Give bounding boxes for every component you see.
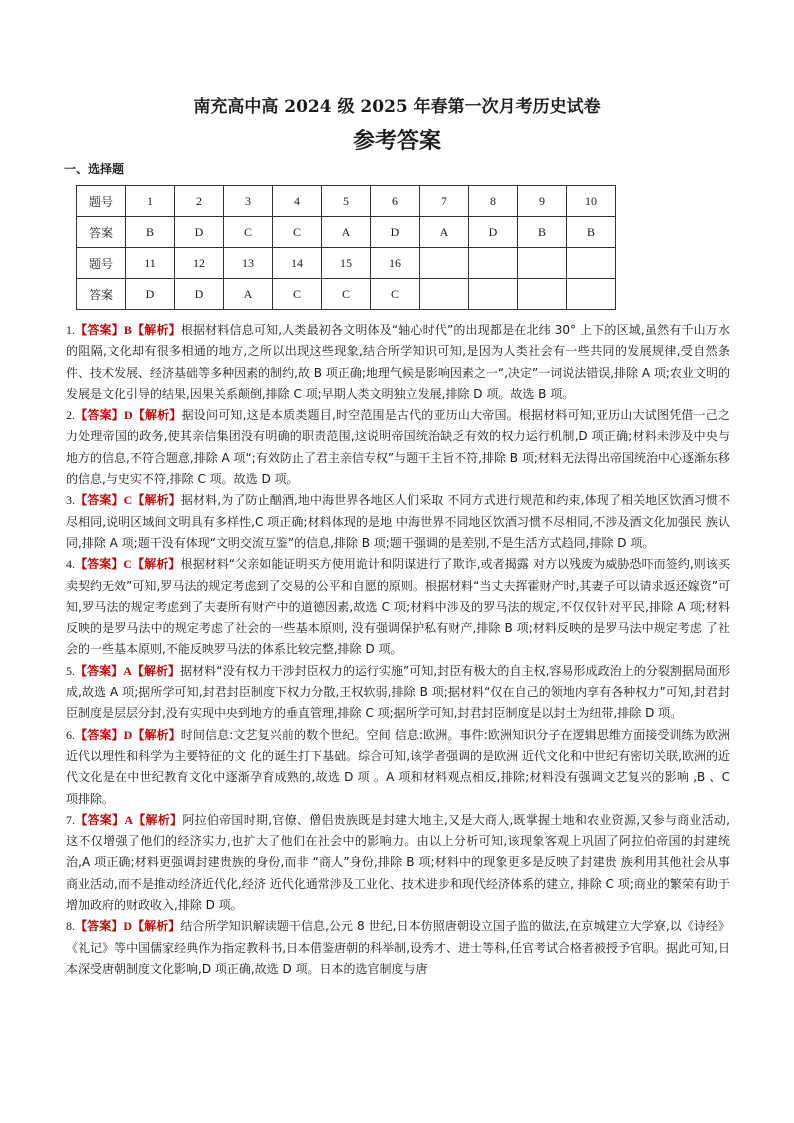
answer-tag: 【答案】: [75, 493, 124, 508]
table-cell: 5: [322, 186, 371, 217]
item-number: 1.: [66, 323, 75, 337]
table-cell: 8: [469, 186, 518, 217]
row-label: 答案: [77, 217, 126, 248]
table-cell: 2: [175, 186, 224, 217]
analysis-tag: 【解析】: [132, 408, 182, 423]
answer-tag: 【答案】: [75, 727, 124, 742]
item-number: 8.: [66, 919, 75, 934]
list-item: [66, 725, 730, 810]
table-cell: A: [224, 279, 273, 310]
analysis-text: 阿拉伯帝国时期,官僚、僧侣贵族既是封建大地主,又是大商人,既掌握土地和农业资源,又参与商业活动, 这不仅增强了他们的经济实力,也扩大了他们在社会中的影响力。由以上分析可知,该现象客观上巩固了阿拉伯帝国的封建统治,A 项正确;材料更强调封建贵族的身份,而非 “商人”身份,排除 B 项;材料中的现象更多是反映了封建贵 族利用其他社会从事商业活动,而不是推动经济近代化,经济 近代化通常涉及工业化、技术进步和现代经济体系的建立, 排除 C 项;商业的繁荣有助于增加政府的财政收入,排除 D 项。: [66, 812, 730, 913]
answer-table: [76, 185, 616, 310]
list-item: [66, 916, 730, 980]
analysis-tag: 【解析】: [132, 557, 181, 572]
answer-tag: 【答案】: [75, 919, 124, 934]
item-number: 3.: [66, 493, 75, 508]
list-item: [66, 661, 730, 725]
page-title: 南充高中高 2024 级 2025 年春第一次月考历史试卷: [193, 97, 601, 117]
analysis-tag: 【解析】: [132, 727, 181, 742]
table-cell: B: [518, 217, 567, 248]
section-heading: 一、选择题: [64, 162, 125, 176]
table-row: [77, 248, 616, 279]
table-row: [77, 279, 616, 310]
table-cell: C: [273, 279, 322, 310]
table-cell: [420, 248, 469, 279]
answer-explanations: [66, 320, 730, 980]
table-cell: C: [371, 279, 420, 310]
table-row: [77, 186, 616, 217]
table-cell: [420, 279, 469, 310]
analysis-tag: 【解析】: [131, 663, 181, 678]
answer-tag: 【答案】: [75, 812, 125, 827]
page-subtitle: 参考答案: [352, 128, 441, 154]
table-cell: C: [224, 217, 273, 248]
table-cell: [567, 248, 616, 279]
table-cell: 7: [420, 186, 469, 217]
answer-letter: D: [123, 919, 132, 934]
table-cell: 6: [371, 186, 420, 217]
analysis-text: 结合所学知识解读题干信息,公元 8 世纪,日本仿照唐朝设立国子监的做法,在京城建立大学寮,以《诗经》《礼记》等中国儒家经典作为指定教科书,日本借鉴唐朝的科举制,设秀才、进士等科,任官考试合格者被授予官职。据此可知,日本深受唐朝制度文化影响,D 项正确,故选 D 项。日本的选官制度与唐: [66, 919, 730, 976]
table-cell: D: [126, 279, 175, 310]
answer-tag: 【答案】: [75, 408, 124, 423]
table-cell: A: [420, 217, 469, 248]
table-cell: 4: [273, 186, 322, 217]
table-cell: 13: [224, 248, 273, 279]
list-item: [66, 490, 730, 554]
table-cell: [469, 279, 518, 310]
table-cell: 10: [567, 186, 616, 217]
analysis-tag: 【解析】: [132, 493, 181, 508]
analysis-text: 根据材料信息可知,人类最初各文明体及“轴心时代”的出现都是在北纬 30° 上下的区域,虽然有千山万水的阻隔,文化却有很多相通的地方,之所以出现这些现象,结合所学知识可知,是因为人类社会有一些共同的发展规律,受自然条件、技术发展、经济基础等多种因素的制约,故 B 项正确;地理气候是影响因素之一“,决定”一词说法错误,排除 A 项;农业文明的发展是文化引导的结果,因果关系颠倒,排除 C 项;早期人类文明独立发展,排除 D 项。故选 B 项。: [66, 323, 730, 401]
item-number: 5.: [66, 663, 75, 678]
analysis-tag: 【解析】: [131, 323, 181, 337]
table-cell: 11: [126, 248, 175, 279]
analysis-text: 时间信息:文艺复兴前的数个世纪。空间 信息:欧洲。事件:欧洲知识分子在逻辑思维方面接受训练为欧洲近代以理性和科学为主要特征的文 化的诞生打下基础。综合可知,该学者强调的是欧洲 近代文化和中世纪有密切关联,欧洲的近代文化是在中世纪教育文化中逐渐孕育成熟的,故选 D 项 。A 项和材料观点相反,排除;材料没有强调文艺复兴的影响 ,B 、C 项排除。: [66, 727, 730, 806]
analysis-tag: 【解析】: [132, 919, 181, 934]
table-cell: [469, 248, 518, 279]
analysis-tag: 【解析】: [133, 812, 183, 827]
analysis-text: 根据材料“父亲如能证明买方使用诡计和阴谋进行了欺诈,或者揭露 对方以残废为威胁恐吓而签约,则该买卖契约无效”可知,罗马法的规定考虑到了交易的公平和自愿的原则。根据材料“当丈夫挥霍财产时,其妻子可以请求返还嫁资”可知,罗马法的规定考虑到了夫妻所有财产中的道德因素,故选 C 项;材料中涉及的罗马法的规定,不仅仅针对平民,排除 A 项;材料反映的是罗马法中的规定考虑了社会的一些基本原则, 没有强调保护私有财产,排除 B 项;材料反映的是罗马法中规定考虑 了社会的一些基本原则,不能反映罗马法的体系比较完整,排除 D 项。: [66, 557, 730, 657]
answer-letter: A: [123, 663, 132, 678]
table-cell: 15: [322, 248, 371, 279]
table-cell: 12: [175, 248, 224, 279]
table-cell: [567, 279, 616, 310]
answer-letter: D: [123, 727, 133, 742]
table-cell: D: [175, 279, 224, 310]
row-label: 题号: [77, 248, 126, 279]
item-number: 6.: [66, 727, 75, 742]
table-cell: 1: [126, 186, 175, 217]
table-cell: D: [469, 217, 518, 248]
answer-tag: 【答案】: [75, 557, 124, 572]
table-cell: C: [322, 279, 371, 310]
row-label: 题号: [77, 186, 126, 217]
answer-letter: D: [123, 408, 133, 423]
table-cell: B: [567, 217, 616, 248]
table-row: [77, 217, 616, 248]
answer-letter: C: [123, 493, 133, 508]
answer-letter: B: [123, 323, 132, 337]
analysis-text: 据材料,为了防止酗酒,地中海世界各地区人们采取 不同方式进行规范和约束,体现了相关地区饮酒习惯不尽相同,说明区域间文明具有多样性,C 项正确;材料体现的是地 中海世界不同地区饮酒习惯不尽相同,不涉及酒文化加强民 族认同,排除 A 项;题干没有体现“文明交流互鉴”的信息,排除 B 项;题干强调的是差别,不是生活方式趋同,排除 D 项。: [66, 493, 730, 550]
answer-letter: A: [124, 812, 134, 827]
table-cell: 3: [224, 186, 273, 217]
row-label: 答案: [77, 279, 126, 310]
item-number: 4.: [66, 557, 75, 572]
table-cell: D: [371, 217, 420, 248]
analysis-text: 据设问可知,这是本质类题目,时空范围是古代的亚历山大帝国。根据材料可知,亚历山大试图凭借一己之力处理帝国的政务,使其亲信集团没有明确的职责范围,这说明帝国统治缺乏有效的权力运行机制,D 项正确;材料未涉及中央与地方的信息,不符合题意,排除 A 项“;有效防止了君主亲信专权”与题干主旨不符,排除 B 项;材料无法得出帝国统治中心逐渐东移的信息,与史实不符,排除 C 项。故选 D 项。: [66, 408, 730, 487]
table-cell: [518, 279, 567, 310]
list-item: [66, 810, 730, 916]
table-cell: D: [175, 217, 224, 248]
analysis-text: 据材料“没有权力干涉封臣权力的运行实施”可知,封臣有极大的自主权,容易形成政治上的分裂割据局面形成,故选 A 项;据所学可知,封君封臣制度下权力分散,王权软弱,排除 B 项;据材料“仅在自己的领地内享有各种权力”可知,封君封臣制度是层层分封,没有实现中央到地方的垂直管理,排除 C 项;据所学可知,封君封臣制度是以封土为纽带,排除 D 项。: [66, 663, 730, 721]
table-cell: C: [273, 217, 322, 248]
item-number: 2.: [66, 408, 75, 423]
answer-tag: 【答案】: [75, 663, 124, 678]
table-cell: 16: [371, 248, 420, 279]
table-cell: A: [322, 217, 371, 248]
table-cell: [518, 248, 567, 279]
list-item: [66, 554, 730, 660]
answer-tag: 【答案】: [75, 323, 124, 337]
table-cell: 14: [273, 248, 322, 279]
list-item: [66, 405, 730, 490]
list-item: [66, 320, 730, 405]
table-cell: 9: [518, 186, 567, 217]
item-number: 7.: [66, 812, 75, 827]
answer-letter: C: [123, 557, 133, 572]
table-cell: B: [126, 217, 175, 248]
